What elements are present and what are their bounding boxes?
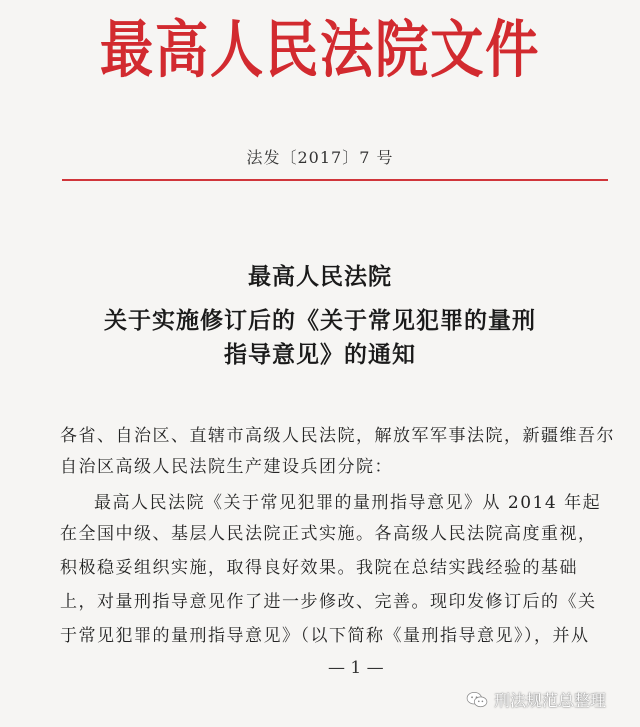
wechat-icon (466, 691, 488, 709)
body-line: 于常见犯罪的量刑指导意见》（以下简称《量刑指导意见》），并从 (60, 626, 590, 646)
page-number: — 1 — (328, 658, 384, 678)
body-line: 自治区高级人民法院生产建设兵团分院： (60, 457, 393, 477)
watermark (466, 688, 606, 711)
body-line: 最高人民法院《关于常见犯罪的量刑指导意见》从 2014 年起 (94, 493, 602, 513)
masthead-title: 最高人民法院文件 (99, 13, 541, 86)
notice-title-line-2: 关于实施修订后的《关于常见犯罪的量刑 (104, 307, 536, 334)
red-divider-line (62, 179, 608, 181)
notice-title-line-3: 指导意见》的通知 (224, 341, 416, 368)
document-number: 法发〔2017〕7 号 (246, 148, 394, 167)
body-line: 各省、自治区、直辖市高级人民法院，解放军军事法院，新疆维吾尔 (60, 426, 615, 446)
watermark-text: 刑法规范总整理 (494, 691, 607, 710)
notice-title-line-1: 最高人民法院 (248, 263, 392, 290)
body-line: 积极稳妥组织实施，取得良好效果。我院在总结实践经验的基础 (60, 558, 578, 578)
body-line: 上，对量刑指导意见作了进一步修改、完善。现印发修订后的《关 (60, 592, 597, 612)
body-line: 在全国中级、基层人民法院正式实施。各高级人民法院高度重视， (60, 524, 597, 544)
